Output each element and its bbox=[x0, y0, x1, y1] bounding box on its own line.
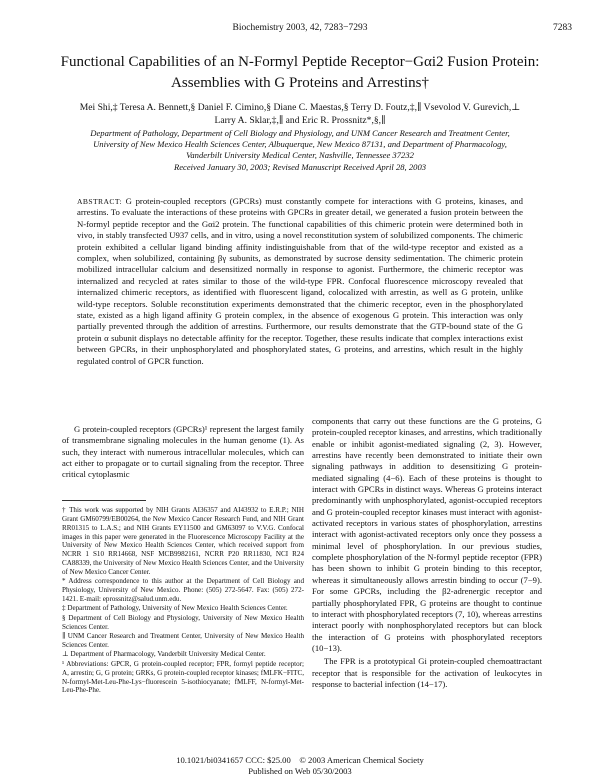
footnote-pharmacology: ⊥ Department of Pharmacology, Vanderbilt University Medical Center. bbox=[62, 650, 266, 659]
journal-citation: Biochemistry 2003, 42, 7283−7293 bbox=[232, 23, 368, 33]
affiliation-line-2: University of New Mexico Health Sciences Center, Albuquerque, New Mexico 87131, and Department of Pharmacology, bbox=[93, 139, 507, 149]
affiliations bbox=[30, 128, 570, 161]
abstract-label: ABSTRACT: bbox=[77, 197, 122, 206]
footnote-cancer-center: ∥ UNM Cancer Research and Treatment Center, University of New Mexico Health Sciences Center. bbox=[62, 632, 304, 650]
body-right-column bbox=[312, 416, 542, 690]
title-line-2: Assemblies with G Proteins and Arrestins† bbox=[171, 75, 429, 91]
footnote-divider bbox=[62, 500, 146, 501]
footnote-abbreviations: ¹ Abbreviations: GPCR, G protein-coupled receptor; FPR, formyl peptide receptor; A, arrestin; G, G protein; GRKs, G protein-coupled receptor kinases; fMLFK−FITC, N-formyl-Met-Leu-Phe-Lys−fluorescein 5-isothiocyanate; fMLFF, N-formyl-Met-Leu-Phe-Phe. bbox=[62, 659, 304, 695]
author-list bbox=[30, 101, 570, 127]
abstract-text: G protein-coupled receptors (GPCRs) must constantly compete for interactions with G proteins, kinases, and arrestins. To evaluate the interactions of these proteins with GPCRs in greater detail, we generated a fusion protein between the N-formyl peptide receptor and the Gαi2 protein. The functional capabilities of this chimeric protein were determined both in vivo, in stably transfected U937 cells, and in vitro, using a novel reconstitution system of solubilized components. The chimeric protein exhibited a cellular ligand binding affinity indistinguishable from that of the wild-type receptor and existed as a complex, when solubilized, containing βγ subunits, as demonstrated by sucrose density sedimentation. The chimeric protein mobilized intracellular calcium and desensitized normally in response to agonist. Furthermore, the chimeric receptor was internalized and recycled at rates similar to those of the wild-type FPR. Confocal fluorescence microscopy revealed that internalized chimeric receptors, as identified with fluorescent ligand, colocalized with arrestin, as well as G protein, unlike wild-type receptors. Soluble reconstitution experiments demonstrated that the chimeric receptor, even in the phosphorylated state, existed as a high ligand affinity G protein complex, in the absence of exogenous G protein. This interaction was only partially prevented through the addition of arrestins. Furthermore, our results demonstrate that the GTP-bound state of the G protein α subunit displays no detectable affinity for the receptor. Together, these results indicate that complex interactions exist between GPCRs, in their unphosphorylated and phosphorylated states, G proteins, and arrestins, which result in the highly regulated control of GPCR function. bbox=[77, 196, 523, 366]
authors-line-1: Mei Shi,‡ Teresa A. Bennett,§ Daniel F. Cimino,§ Diane C. Maestas,§ Terry D. Foutz,‡,∥ Vsevolod V. Gurevich,⊥ bbox=[79, 102, 521, 113]
page-number: 7283 bbox=[553, 23, 572, 33]
title-line-1: Functional Capabilities of an N-Formyl Peptide Receptor−Gαi2 Fusion Protein: bbox=[60, 54, 540, 70]
footnote-pathology: ‡ Department of Pathology, University of New Mexico Health Sciences Center. bbox=[62, 604, 288, 613]
intro-paragraph: G protein-coupled receptors (GPCRs)¹ represent the largest family of transmembrane signaling molecules in the human genome (1). As such, they interact with numerous intracellular molecules, which can act either to propagate or to curtail signaling from the receptor. Three critical cytoplasmic bbox=[62, 424, 304, 480]
footnote-funding: † This work was supported by NIH Grants AI36357 and AI43932 to E.R.P.; NIH Grant GM60799/EB00264, the New Mexico Cancer Research Fund, and NIH Grant RR01315 to L.A.S.; and NIH Grants EY11500 and GM63097 to V.V.G. Confocal images in this paper were generated in the Fluorescence Microscopy Facility at the University of New Mexico Health Sciences Center, which received support from NCRR 1 S10 RR14668, NSF MCB9982161, NCRR P20 RR11830, NCI R24 CA88339, the University of New Mexico Health Sciences Center, and the University of New Mexico Cancer Center. bbox=[62, 506, 304, 576]
body-paragraph-2: The FPR is a prototypical Gi protein-coupled chemoattractant receptor that is responsible for the activation of leukocytes in response to bacterial infection (14−17). bbox=[312, 656, 542, 689]
footnote-cell-biology: § Department of Cell Biology and Physiology, University of New Mexico Health Sciences Center. bbox=[62, 613, 304, 631]
footnote-correspondence: * Address correspondence to this author at the Department of Cell Biology and Physiology, University of New Mexico. Phone: (505) 272-5647. Fax: (505) 272-1421. E-mail: eprossnitz@salud.unm.edu. bbox=[62, 577, 304, 604]
body-left-column bbox=[62, 424, 304, 481]
footnotes bbox=[62, 506, 304, 696]
published-line: Published on Web 05/30/2003 bbox=[248, 765, 352, 776]
article-title bbox=[30, 52, 570, 94]
body-paragraph-1: components that carry out these functions are the G proteins, G protein-coupled receptor kinases, and arrestins, which traditionally enable or inhibit agonist-mediated signaling (2, 3). However, arrestins have recently been demonstrated to initiate their own signaling pathways in addition to desensitizing G protein-mediated signaling (4−6). Each of these proteins is thought to interact with GPCRs in distinct ways. Whereas G proteins interact predominantly with unphosphorylated, agonist-occupied receptors and G protein-coupled receptor kinases must interact with agonist-activated receptors in various states of phosphorylation, arrestins interact with agonist-activated receptors only once they possess a minimal level of phosphorylation. In our previous studies, complete phosphorylation of the N-formyl peptide receptor (FPR) has been shown to inhibit G protein binding to this receptor, whereas it simultaneously allows arrestin binding to occur (7−9). For some GPCRs, including the β2-adrenergic receptor and partially phosphorylated FPR, G proteins are thought to continue to interact with phosphorylated receptors (7, 10), whereas arrestins interact poorly with nonphosphorylated receptors but can block the interaction of G proteins with phosphorylated receptors (10−13). bbox=[312, 416, 542, 653]
affiliation-line-3: Vanderbilt University Medical Center, Nashville, Tennessee 37232 bbox=[186, 150, 414, 160]
affiliation-line-1: Department of Pathology, Department of Cell Biology and Physiology, and UNM Cancer Research and Treatment Center, bbox=[90, 128, 510, 138]
doi-line: 10.1021/bi0341657 CCC: $25.00 © 2003 American Chemical Society bbox=[176, 755, 424, 765]
authors-line-2: Larry A. Sklar,‡,∥ and Eric R. Prossnitz*,§,∥ bbox=[214, 115, 386, 126]
received-dates: Received January 30, 2003; Revised Manuscript Received April 28, 2003 bbox=[173, 162, 427, 172]
publication-footer bbox=[0, 755, 600, 777]
abstract bbox=[77, 196, 523, 367]
